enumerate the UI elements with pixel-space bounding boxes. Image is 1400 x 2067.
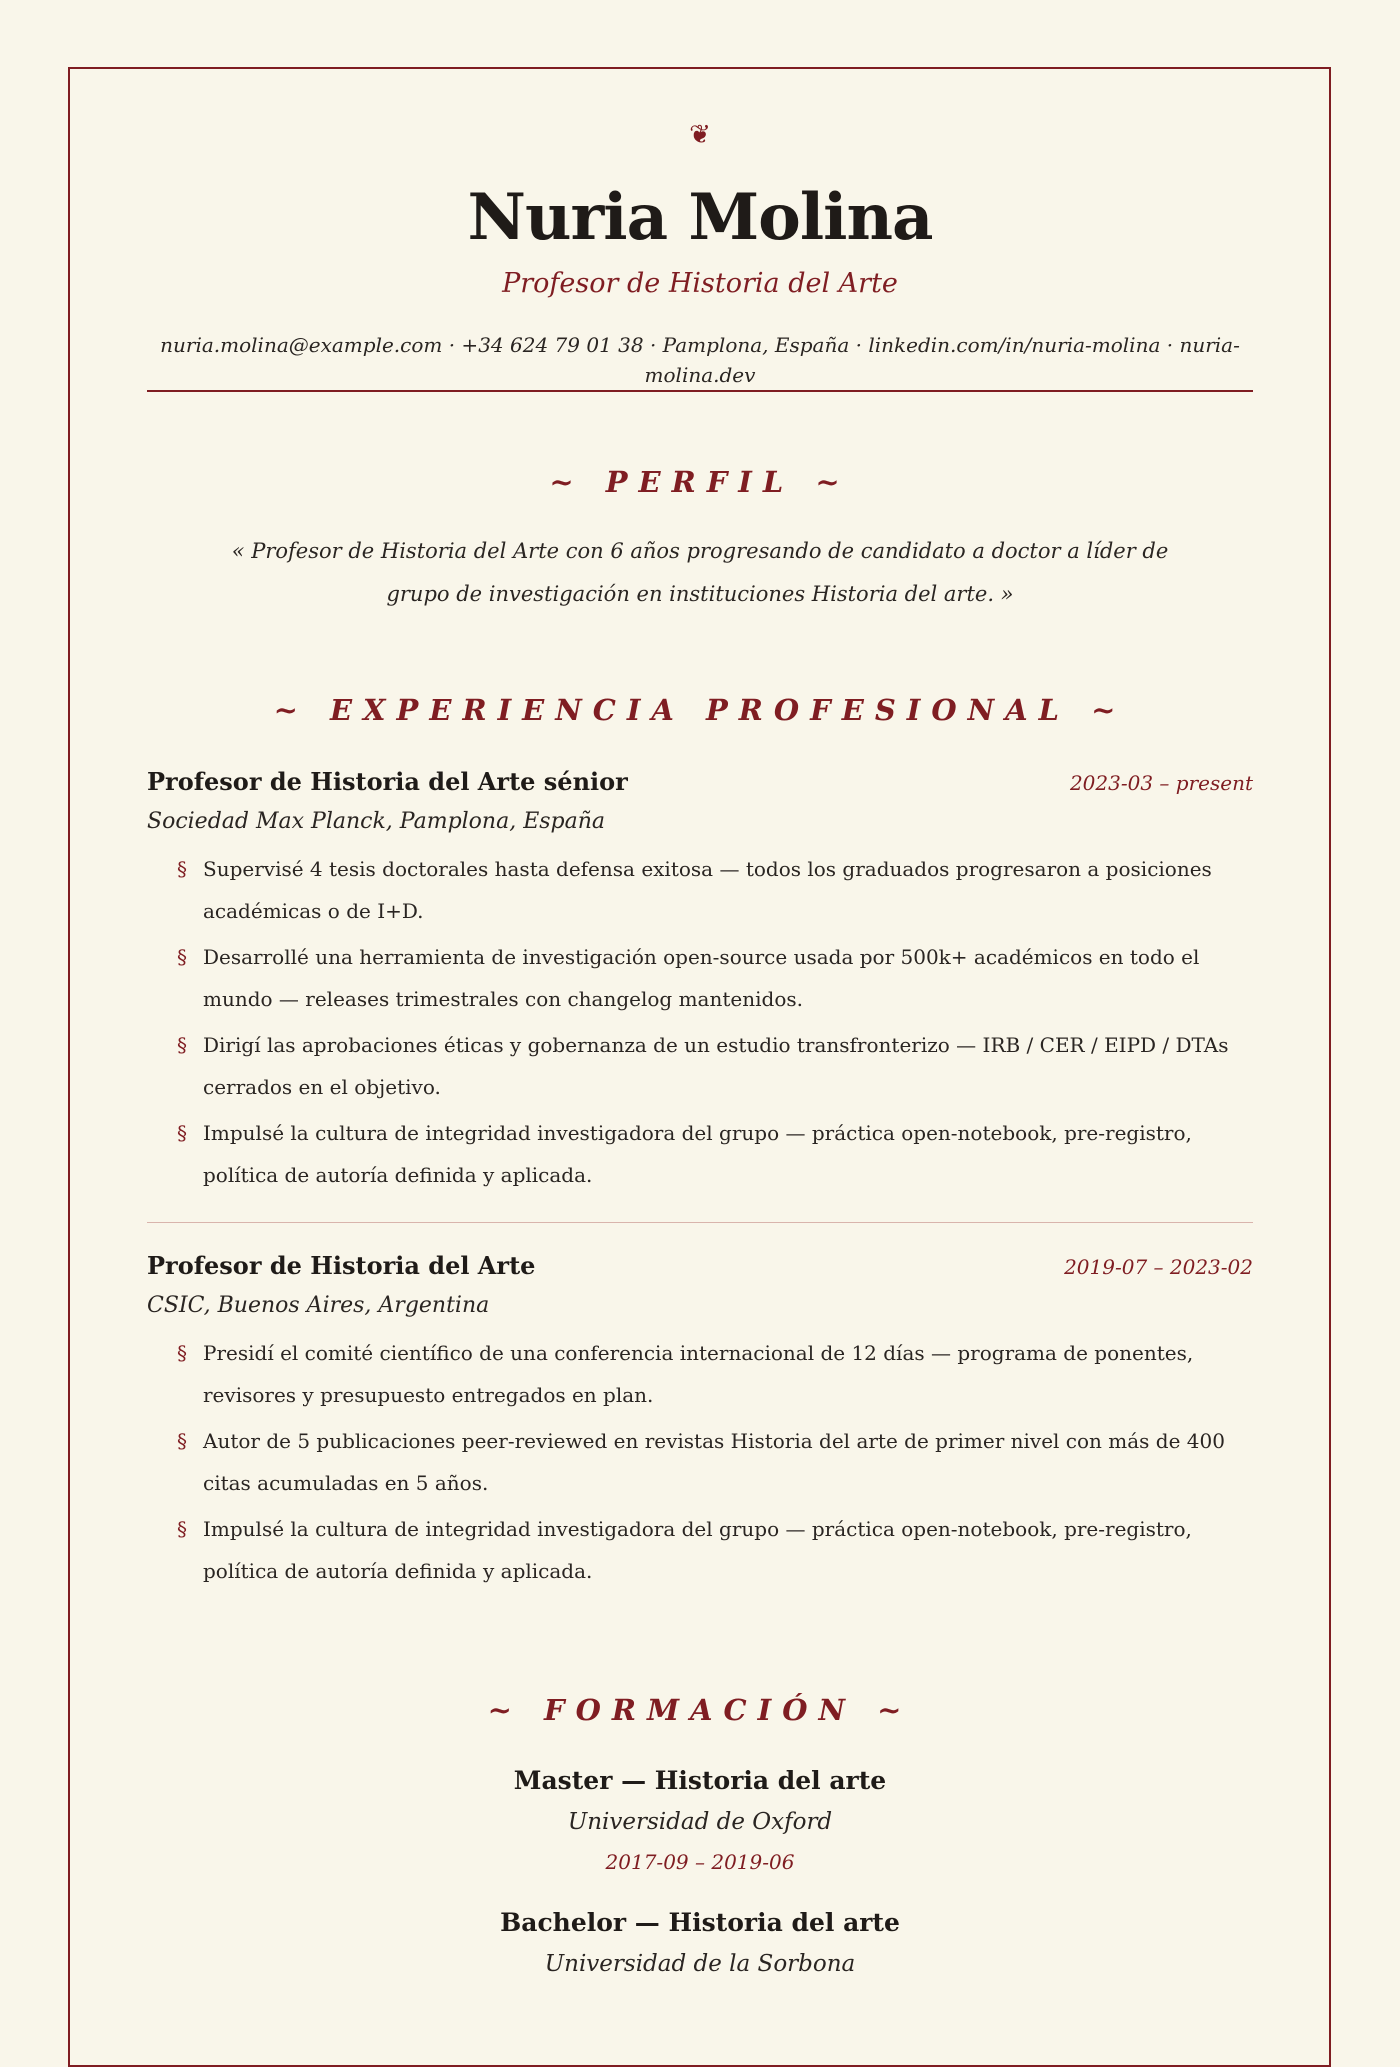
candidate-name: Nuria Molina	[467, 180, 933, 255]
header-divider	[147, 390, 1253, 392]
education-entry	[147, 1760, 1253, 1882]
job-entry	[147, 762, 1253, 1200]
section-mark-icon: §	[177, 1341, 187, 1365]
job-bullet-text: Supervisé 4 tesis doctorales hasta defensa exitosa — todos los graduados progresaron a posiciones académicas o de I+D.	[203, 857, 1212, 923]
education-school: Universidad de la Sorbona	[544, 1951, 856, 1977]
job-title: Profesor de Historia del Arte sénior	[147, 767, 628, 796]
candidate-headline: Profesor de Historia del Arte	[502, 268, 898, 299]
job-bullet-text: Autor de 5 publicaciones peer-reviewed en revistas Historia del arte de primer nivel con más de 400 citas acumuladas en 5 años.	[203, 1429, 1225, 1495]
job-title: Profesor de Historia del Arte	[147, 1251, 536, 1280]
education-school: Universidad de Oxford	[567, 1809, 833, 1835]
section-mark-icon: §	[177, 1517, 187, 1541]
job-bullet	[147, 1024, 1253, 1108]
job-bullet	[147, 848, 1253, 932]
section-title-experience: ~ EXPERIENCIA PROFESIONAL ~	[273, 693, 1127, 727]
job-divider	[147, 1222, 1253, 1223]
job-organization: Sociedad Max Planck, Pamplona, España	[147, 809, 606, 834]
education-entry	[147, 1902, 1253, 1984]
section-mark-icon: §	[177, 1429, 187, 1453]
fleuron-ornament-icon: ❦	[689, 120, 711, 150]
job-bullet	[147, 1332, 1253, 1416]
job-bullet	[147, 936, 1253, 1020]
section-mark-icon: §	[177, 1033, 187, 1057]
job-header	[147, 1246, 1253, 1286]
job-bullet-list	[147, 1332, 1253, 1592]
job-bullet-text: Impulsé la cultura de integridad investigadora del grupo — práctica open-notebook, pre-registro, política de autoría definida y aplicada.	[203, 1517, 1192, 1583]
job-bullet	[147, 1112, 1253, 1196]
job-organization: CSIC, Buenos Aires, Argentina	[147, 1293, 490, 1318]
section-title-education: ~ FORMACIÓN ~	[487, 1693, 913, 1727]
education-dates: 2017-09 – 2019-06	[605, 1850, 795, 1874]
job-bullet-list	[147, 848, 1253, 1196]
contact-line: nuria.molina@example.com · +34 624 79 01 38 · Pamplona, España · linkedin.com/in/nuria-molina · nuria-molina.dev	[160, 333, 1240, 387]
job-bullet-text: Impulsé la cultura de integridad investigadora del grupo — práctica open-notebook, pre-registro, política de autoría definida y aplicada.	[203, 1121, 1192, 1187]
profile-summary: « Profesor de Historia del Arte con 6 años progresando de candidato a doctor a líder de grupo de investigación en instituciones Historia del arte. »	[231, 539, 1169, 606]
job-header	[147, 762, 1253, 802]
job-bullet-text: Presidí el comité científico de una conferencia internacional de 12 días — programa de ponentes, revisores y presupuesto entregados en plan.	[203, 1341, 1194, 1407]
section-title-profile: ~ PERFIL ~	[549, 465, 851, 499]
section-mark-icon: §	[177, 945, 187, 969]
section-mark-icon: §	[177, 857, 187, 881]
job-bullet-text: Dirigí las aprobaciones éticas y gobernanza de un estudio transfronterizo — IRB / CER / EIPD / DTAs cerrados en el objetivo.	[203, 1033, 1229, 1099]
job-bullet	[147, 1420, 1253, 1504]
section-mark-icon: §	[177, 1121, 187, 1145]
job-entry	[147, 1246, 1253, 1596]
job-dates: 2019-07 – 2023-02	[1064, 1255, 1253, 1279]
job-bullet-text: Desarrollé una herramienta de investigación open-source usada por 500k+ académicos en todo el mundo — releases trimestrales con changelog mantenidos.	[203, 945, 1200, 1011]
education-degree: Master — Historia del arte	[513, 1766, 887, 1795]
job-bullet	[147, 1508, 1253, 1592]
education-degree: Bachelor — Historia del arte	[500, 1908, 900, 1937]
job-dates: 2023-03 – present	[1069, 771, 1253, 795]
